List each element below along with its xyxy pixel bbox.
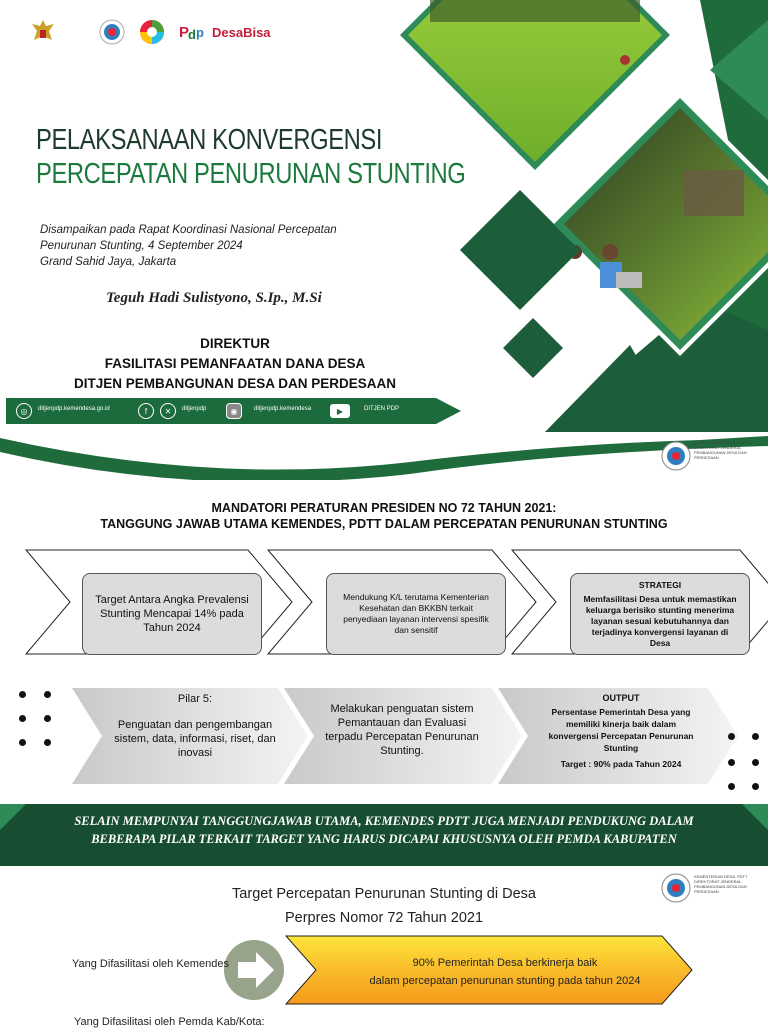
x-twitter-icon[interactable]: ✕: [160, 403, 176, 419]
mandate-title-line-2: TANGGUNG JAWAB UTAMA KEMENDES, PDTT DALAM PERCEPATAN PENURUNAN STUNTING: [100, 517, 668, 531]
role-line-3: DITJEN PEMBANGUNAN DESA DAN PERDESAAN: [73, 376, 397, 391]
output-header: OUTPUT: [602, 693, 640, 703]
dot: [19, 715, 26, 722]
dot: [752, 783, 759, 790]
strategy-body: Memfasilitasi Desa untuk memastikan keluarga berisiko stunting menerima layanan sesuai kebutuhannya dan terjadinya konvergensi layanan di Desa: [583, 593, 737, 648]
dot: [44, 691, 51, 698]
desabisa-logo: DesaBisa: [212, 24, 271, 40]
pemda-row-label: Yang Difasilitasi oleh Pemda Kab/Kota:: [74, 1016, 265, 1028]
target-box: [82, 573, 262, 655]
role-line-2: FASILITASI PEMANFAATAN DANA DESA: [104, 356, 366, 371]
dot: [44, 715, 51, 722]
youtube-icon[interactable]: ▶: [330, 404, 350, 418]
support-box-text: Mendukung K/L terutama Kementerian Kesehatan dan BKKBN terkait penyediaan layanan intervensi spesifik dan sensitif: [343, 592, 489, 635]
support-banner: [0, 812, 768, 848]
mandate-title-line-1: MANDATORI PERATURAN PRESIDEN NO 72 TAHUN 2021:: [211, 501, 557, 515]
kemendes-corner-logo-icon: [660, 440, 692, 472]
subtitle-block: [40, 222, 337, 270]
subtitle-line-2: Penurunan Stunting, 4 September 2024: [40, 240, 243, 252]
social-handle[interactable]: ditjenpdp: [182, 406, 207, 412]
kemendes-row-label: Yang Difasilitasi oleh Kemendes: [72, 958, 229, 970]
support-box: [326, 573, 506, 655]
laptop-shape: [616, 272, 642, 288]
monitoring-text: Melakukan penguatan sistem Pemantauan dan Evaluasi terpadu Percepatan Penurunan Stunting.: [325, 703, 479, 757]
target-arrow-text: [320, 954, 690, 990]
pilar-block: [110, 692, 280, 760]
output-body: Persentase Pemerintah Desa yang memiliki kinerja baik dalam konvergensi Percepatan Penurunan Stunting: [548, 707, 694, 753]
mandate-title: [0, 500, 768, 532]
target-slide: [0, 866, 768, 1028]
tree-line: [430, 0, 640, 22]
youtube-channel[interactable]: DITJEN PDP: [364, 406, 400, 412]
role-line-1: DIREKTUR: [200, 336, 270, 351]
target-arrow-line-1: 90% Pemerintah Desa berkinerja baik: [412, 957, 598, 969]
pilar-header: Pilar 5:: [177, 693, 213, 705]
dot: [728, 759, 735, 766]
instagram-icon[interactable]: ◉: [226, 403, 242, 419]
strategy-box: [570, 573, 750, 655]
subtitle-line-3: Grand Sahid Jaya, Jakarta: [40, 256, 177, 268]
banner-line-1: SELAIN MEMPUNYAI TANGGUNGJAWAB UTAMA, KEMENDES PDTT JUGA MENJADI PENDUKUNG DALAM: [74, 814, 694, 828]
logo-row: [30, 18, 271, 46]
dot: [752, 733, 759, 740]
hut-shape: [684, 170, 744, 216]
strategy-header: STRATEGI: [638, 579, 682, 590]
dot: [19, 739, 26, 746]
dot: [728, 783, 735, 790]
website-link[interactable]: ditjenpdp.kemendesa.go.id: [38, 406, 110, 412]
monitoring-block: [322, 702, 482, 758]
dot: [752, 759, 759, 766]
target-title-line-2: Perpres Nomor 72 Tahun 2021: [284, 910, 484, 926]
svg-text:p: p: [196, 25, 204, 40]
title-line-1: PELAKSANAAN KONVERGENSI: [36, 124, 383, 156]
sdgs-wheel-icon: [138, 18, 166, 46]
diamond-shape-large: [460, 190, 580, 310]
subtitle-line-1: Disampaikan pada Rapat Koordinasi Nasional Percepatan: [40, 224, 337, 236]
dot: [44, 739, 51, 746]
target-box-text: Target Antara Angka Prevalensi Stunting Mencapai 14% pada Tahun 2024: [95, 594, 249, 634]
corner-logo-label: KEMENTERIAN DESA, PDTT DIREKTORAT JENDERAL PEMBANGUNAN DESA DAN PERDESAAN: [694, 440, 748, 460]
mandate-slide-graphics: [0, 480, 768, 866]
title-slide: [0, 0, 768, 480]
facebook-icon[interactable]: f: [138, 403, 154, 419]
output-target: Target : 90% pada Tahun 2024: [560, 759, 682, 769]
diamond-shape-small: [503, 318, 563, 378]
pdp-logo-icon: [178, 19, 206, 45]
child-head: [602, 244, 618, 260]
garuda-emblem-icon: [30, 18, 56, 46]
globe-icon[interactable]: ◎: [16, 403, 32, 419]
kemendes-logo-icon: [98, 18, 126, 46]
presenter-role: [40, 334, 430, 394]
target-arrow-line-2: dalam percepatan penurunan stunting pada tahun 2024: [369, 975, 641, 987]
dot: [728, 733, 735, 740]
svg-text:d: d: [188, 27, 196, 42]
pilar-body: Penguatan dan pengembangan sistem, data, informasi, riset, dan inovasi: [114, 719, 276, 759]
mandate-slide: [0, 440, 768, 866]
title-line-2: PERCEPATAN PENURUNAN STUNTING: [36, 158, 466, 190]
banner-line-2: BEBERAPA PILAR TERKAIT TARGET YANG HARUS DICAPAI KHUSUSNYA OLEH PEMDA KABUPATEN: [91, 832, 677, 846]
output-block: [540, 692, 702, 770]
instagram-handle[interactable]: ditjenpdp.kemendesa: [254, 406, 312, 412]
corner-logo-label-2: KEMENTERIAN DESA, PDTT DIREKTORAT JENDERAL PEMBANGUNAN DESA DAN PERDESAAN: [694, 874, 748, 894]
svg-text:P: P: [179, 24, 190, 41]
target-title-line-1: Target Percepatan Penurunan Stunting di Desa: [232, 886, 536, 902]
presenter-name: Teguh Hadi Sulistyono, S.Ip., M.Si: [106, 290, 322, 306]
dot: [19, 691, 26, 698]
farmer-figure: [620, 55, 630, 65]
